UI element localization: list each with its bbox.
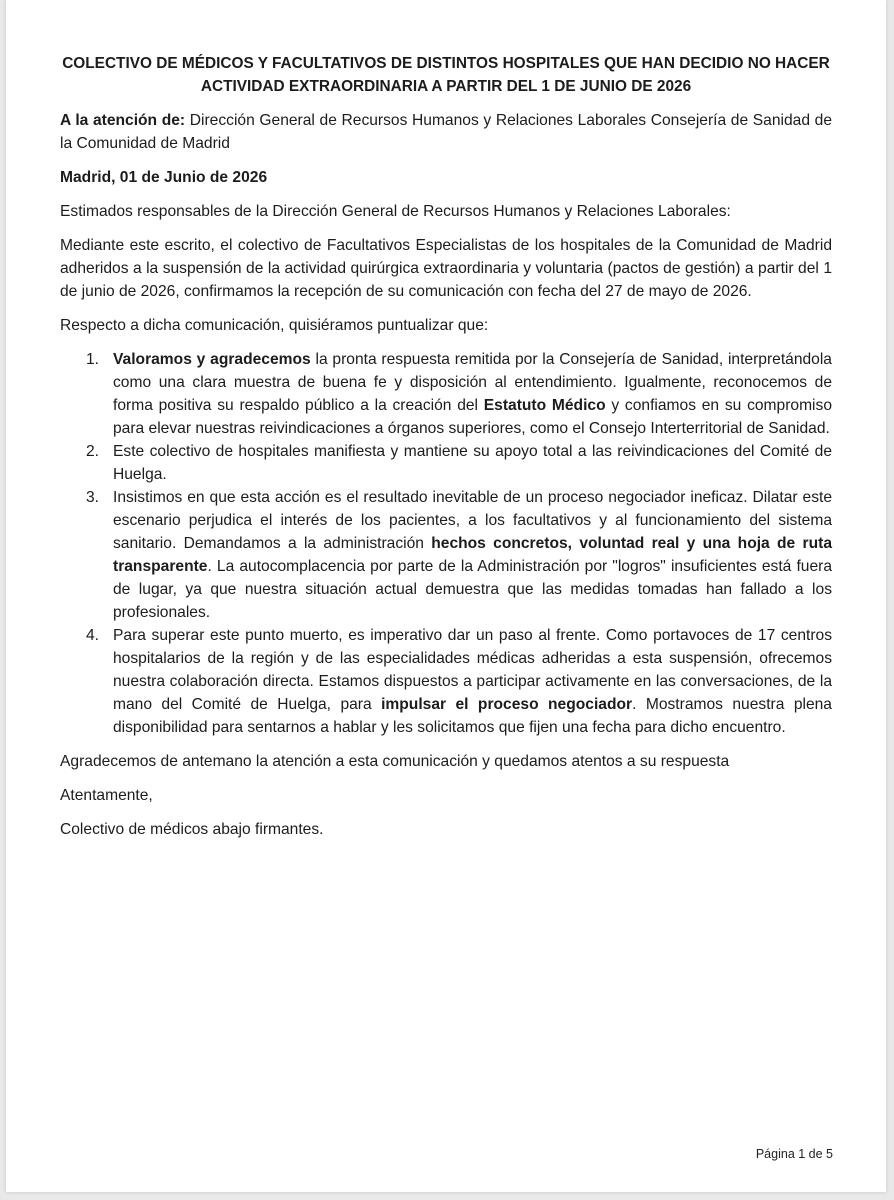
intro-paragraph: Mediante este escrito, el colectivo de Facultativos Especialistas de los hospitales de la Comunidad de Madrid adheridos a la suspensión de la actividad quirúrgica extraordinaria y voluntaria (pactos de gestión) a partir del 1 de junio de 2026, confirmamos la recepción de su comunicación con fecha del 27 de mayo de 2026. <box>60 237 832 300</box>
list-number: 1. <box>86 351 100 368</box>
signature: Colectivo de médicos abajo firmantes. <box>60 821 324 838</box>
point-bold: Valoramos y agradecemos <box>113 351 311 368</box>
list-item <box>60 348 832 440</box>
list-item <box>60 624 832 739</box>
point-text: la pronta respuesta remitida por la Consejería de Sanidad, interpretándola como una clara muestra de buena fe y disposición al entendimiento. Igualmente, reconocemos de forma positiva su respaldo público a la creación del <box>113 351 832 414</box>
point-text: y confiamos en su compromiso para elevar nuestras reivindicaciones a órganos superiores, como el Consejo Interterritorial de Sanidad. <box>113 397 832 437</box>
list-number: 3. <box>86 489 100 506</box>
list-number: 2. <box>86 443 100 460</box>
closing: Atentamente, <box>60 787 153 804</box>
point-text: . La autocomplacencia por parte de la Administración por "logros" insuficientes está fuera de lugar, ya que nuestra situación actual demuestra que las medidas tomadas han fallado a los profesionales. <box>113 558 832 621</box>
point-bold: impulsar el proceso negociador <box>381 696 633 713</box>
attention-text: Dirección General de Recursos Humanos y Relaciones Laborales Consejería de Sanidad de la Comunidad de Madrid <box>60 112 832 152</box>
document-body <box>60 52 832 852</box>
list-item <box>60 486 832 624</box>
document-page <box>6 0 886 1192</box>
point-text: Este colectivo de hospitales manifiesta y mantiene su apoyo total a las reivindicaciones del Comité de Huelga. <box>113 443 832 483</box>
lead-paragraph: Respecto a dicha comunicación, quisiéramos puntualizar que: <box>60 317 489 334</box>
point-bold: Estatuto Médico <box>483 397 606 414</box>
point-text: . Mostramos nuestra plena disponibilidad para sentarnos a hablar y les solicitamos que fijen una fecha para dicho encuentro. <box>113 696 832 736</box>
attention-paragraph <box>60 109 832 155</box>
list-item <box>60 440 832 486</box>
document-title: COLECTIVO DE MÉDICOS Y FACULTATIVOS DE DISTINTOS HOSPITALES QUE HAN DECIDIO NO HACER ACTIVIDAD EXTRAORDINARIA A PARTIR DEL 1 DE JUNIO DE 2026 <box>62 55 830 95</box>
page-number: Página 1 de 5 <box>755 1147 833 1161</box>
thanks-paragraph: Agradecemos de antemano la atención a esta comunicación y quedamos atentos a su respuesta <box>60 753 730 770</box>
point-bold: hechos concretos, voluntad real y una hoja de ruta transparente <box>113 535 832 575</box>
point-text: Para superar este punto muerto, es imperativo dar un paso al frente. Como portavoces de 17 centros hospitalarios de la región y de las especialidades médicas adheridas a esta suspensión, ofrecemos nuestra colaboración directa. Estamos dispuestos a participar activamente en las conversaciones, de la mano del Comité de Huelga, para <box>113 627 832 713</box>
points-list <box>60 348 832 739</box>
greeting: Estimados responsables de la Dirección General de Recursos Humanos y Relaciones Laborales: <box>60 203 731 220</box>
date-line: Madrid, 01 de Junio de 2026 <box>60 169 268 186</box>
attention-label: A la atención de: <box>60 112 186 129</box>
point-text: Insistimos en que esta acción es el resultado inevitable de un proceso negociador ineficaz. Dilatar este escenario perjudica el interés de los pacientes, a los facultativos y al funcionamiento del sistema sanitario. Demandamos a la administración <box>113 489 832 552</box>
list-number: 4. <box>86 627 100 644</box>
